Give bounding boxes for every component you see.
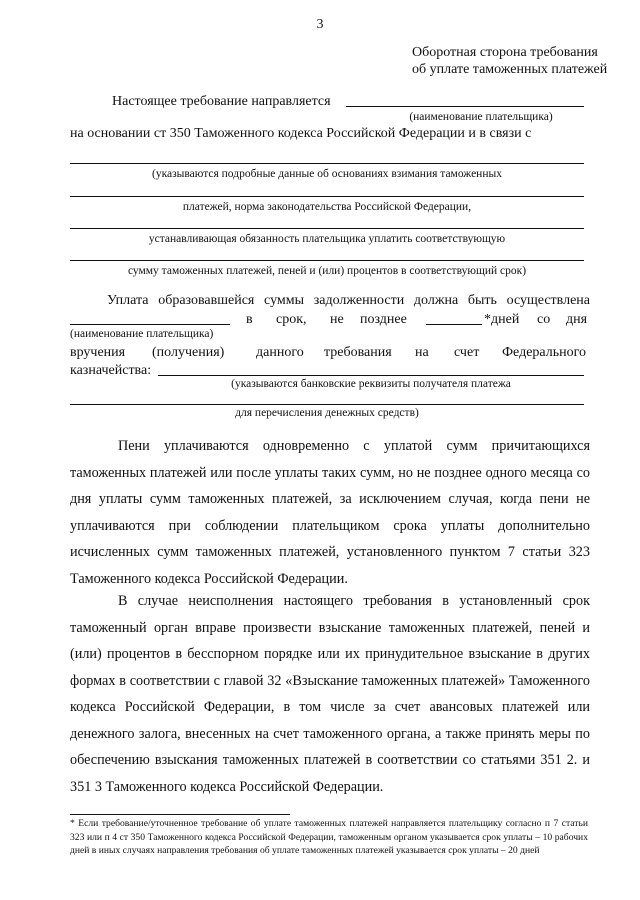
penalties-text: Пени уплачиваются одновременно с уплатой сумм причитающихся таможенных платежей или после уплаты таких сумм, но не позднее одного месяца со дня уплаты сумм таможенных платежей, за исключением случая, когда пени не уплачиваются при соблюдении плательщиком срока уплаты дополнительно исчисленных сумм таможенных платежей, установленного пунктом 7 статьи 323 Таможенного кодекса Российской Федерации.: [70, 438, 590, 587]
w-schet: счет: [454, 345, 480, 360]
bank-details-field-line-2: [70, 404, 584, 405]
w-pozdnee: позднее: [360, 312, 407, 327]
payer-hint-2: (наименование плательщика): [70, 328, 214, 340]
basis-field-line-1: [70, 163, 584, 164]
basis-field-line-2: [70, 196, 584, 197]
w-so: со: [537, 312, 551, 327]
w-dannogo: данного: [256, 345, 304, 360]
basis-field-line-3: [70, 228, 584, 229]
basis-hint-3: устанавливающая обязанность плательщика уплатить соответствующую: [148, 233, 506, 245]
w-polucheniya: (получения): [152, 345, 225, 360]
payer-field-line-2: [70, 324, 230, 325]
footnote: * Если требование/уточненное требование об уплате таможенных платежей направляется плательщику согласно п 7 статьи 323 или п 4 ст 350 Таможенного кодекса Российской Федерации, таможенным органом указывается срок уплаты – 10 рабочих дней в иных случаях направления требования об уплате таможенных платежей указывается срок уплаты – 20 дней: [70, 818, 588, 856]
payer-name-hint: (наименование плательщика): [409, 111, 553, 123]
basis-hint-4: сумму таможенных платежей, пеней и (или) процентов в соответствующий срок): [127, 265, 527, 277]
basis-field-line-4: [70, 260, 584, 261]
w-ne: не: [330, 312, 344, 327]
footnote-separator: [70, 814, 290, 815]
bank-details-hint: (указываются банковские реквизиты получателя платежа: [231, 378, 511, 390]
transfer-hint: для перечисления денежных средств): [235, 407, 419, 419]
w-dnei: *дней: [484, 312, 520, 327]
w-v: в: [246, 312, 253, 327]
header-line-2: об уплате таможенных платежей: [412, 62, 608, 77]
basis-hint-1: (указываются подробные данные об основаниях взимания таможенных: [152, 168, 502, 180]
payer-name-field-line: [346, 106, 584, 107]
w-federalnogo: Федерального: [502, 345, 587, 360]
basis-line: на основании ст 350 Таможенного кодекса Российской Федерации и в связи с: [70, 126, 532, 141]
enforcement-text: В случае неисполнения настоящего требования в установленный срок таможенный орган вправе произвести взыскание таможенных платежей, пеней и (или) процентов в бесспорном порядке или их принудительное взыскание в других формах в соответствии с главой 32 «Взыскание таможенных платежей» Таможенного кодекса Российской Федерации, в том числе за счет авансовых платежей или денежного залога, внесенных на счет таможенного органа, а также принять меры по обеспечению взыскания таможенных платежей в соответствии со статьями 351 2. и 351 3 Таможенного кодекса Российской Федерации.: [70, 593, 590, 795]
w-srok: срок,: [276, 312, 307, 327]
w-na: на: [415, 345, 429, 360]
payment-line-1: Уплата образовавшейся суммы задолженности должна быть осуществлена: [107, 293, 590, 308]
basis-hint-2: платежей, норма законодательства Российской Федерации,: [182, 201, 472, 213]
page-number: 3: [316, 17, 324, 32]
w-vrucheniya: вручения: [70, 345, 126, 360]
treasury-label: казначейства:: [70, 363, 152, 378]
header-line-1: Оборотная сторона требования: [412, 45, 598, 60]
w-trebovaniya: требования: [324, 345, 392, 360]
w-dnya: дня: [566, 312, 588, 327]
sent-to-label: Настоящее требование направляется: [112, 94, 331, 109]
enforcement-paragraph: [70, 588, 590, 800]
days-field-line: [426, 324, 482, 325]
bank-details-field-line-1: [158, 375, 584, 376]
penalties-paragraph: [70, 433, 590, 592]
